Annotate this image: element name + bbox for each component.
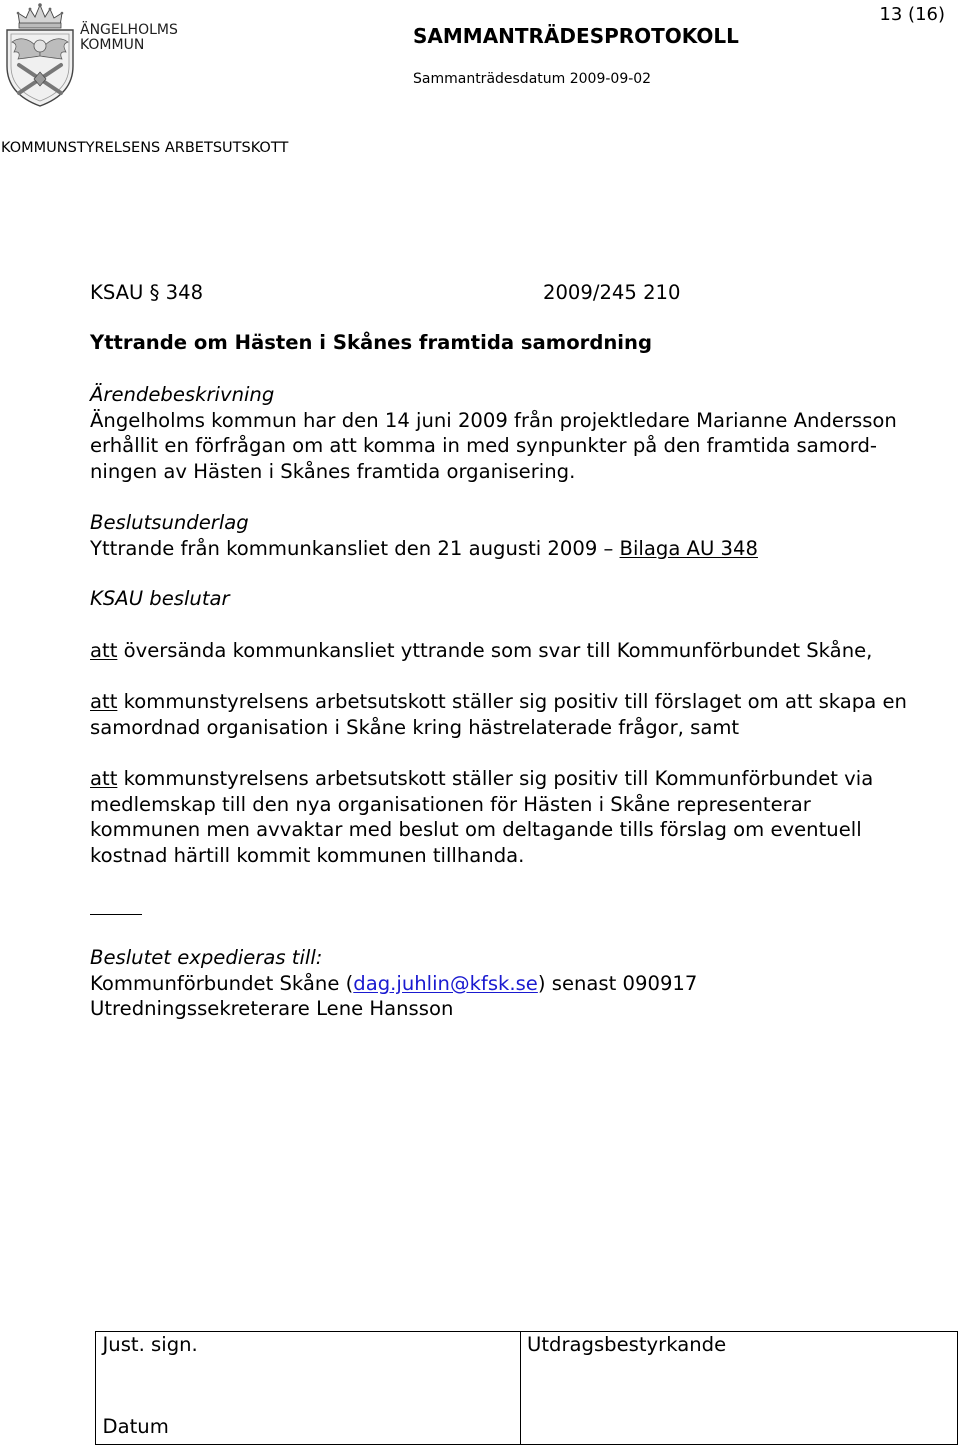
- email-link[interactable]: dag.juhlin@kfsk.se: [353, 971, 538, 995]
- angel-head-shape: [34, 40, 46, 52]
- clause-keyword: att: [90, 690, 118, 713]
- clause-line: [90, 689, 907, 715]
- description-line: ningen av Hästen i Skånes framtida organisering.: [90, 459, 576, 483]
- case-description: [90, 382, 897, 484]
- recipient-deadline: ) senast 090917: [537, 971, 698, 995]
- distribution-heading: Beslutet expedieras till:: [90, 946, 323, 969]
- basis-text: Yttrande från kommunkansliet den 21 augusti 2009 –: [90, 536, 614, 560]
- coat-of-arms-icon: [2, 2, 78, 108]
- clause-text: översända kommunkansliet yttrande som svar till Kommunförbundet Skåne,: [123, 639, 873, 662]
- case-title: Yttrande om Hästen i Skånes framtida samordning: [90, 331, 652, 354]
- clause-line: [90, 766, 873, 792]
- date-label: Datum: [102, 1415, 169, 1438]
- crown-orb: [38, 3, 42, 7]
- decision-heading: KSAU beslutar: [90, 587, 230, 610]
- diary-number: 2009/245 210: [543, 281, 681, 304]
- clause-keyword: att: [90, 767, 118, 790]
- description-line: erhållit en förfrågan om att komma in med synpunkter på den framtida samord-: [90, 434, 878, 457]
- recipient-line: Utredningssekreterare Lene Hansson: [90, 997, 454, 1020]
- decision-basis: [90, 510, 758, 561]
- decision-clause: [90, 766, 873, 868]
- recipient-line: [90, 971, 697, 997]
- decision-clause: [90, 689, 907, 740]
- clause-line: samordnad organisation i Skåne kring hästrelaterade frågor, samt: [90, 715, 740, 739]
- clause-line: medlemskap till den nya organisationen för Hästen i Skåne representerar: [90, 792, 811, 816]
- clause-line: kommunen men avvaktar med beslut om deltagande tills förslag om eventuell: [90, 818, 862, 841]
- description-heading: Ärendebeskrivning: [90, 383, 275, 406]
- meeting-date: Sammanträdesdatum 2009-09-02: [413, 71, 652, 87]
- description-line: Ängelholms kommun har den 14 juni 2009 från projektledare Marianne Andersson: [90, 408, 897, 432]
- basis-line: [90, 536, 758, 562]
- crown-band: [19, 23, 61, 28]
- clause-line: [90, 638, 872, 664]
- crown-orb: [29, 8, 32, 11]
- recipient-name: Kommunförbundet Skåne (: [90, 971, 354, 995]
- municipality-name-line-2: KOMMUN: [80, 37, 145, 53]
- crown-orb: [17, 12, 20, 15]
- committee-name: KOMMUNSTYRELSENS ARBETSUTSKOTT: [1, 140, 289, 156]
- section-divider: [90, 914, 142, 915]
- clause-text: kommunstyrelsens arbetsutskott ställer sig positiv till förslaget om att skapa en: [123, 690, 907, 713]
- page-number: 13 (16): [879, 4, 945, 25]
- just-sign-label: Just. sign.: [102, 1333, 198, 1356]
- certification-label: Utdragsbestyrkande: [527, 1333, 727, 1356]
- signature-box-divider: [520, 1332, 521, 1444]
- attachment-reference: Bilaga AU 348: [619, 536, 758, 560]
- clause-text: kommunstyrelsens arbetsutskott ställer sig positiv till Kommunförbundet via: [123, 767, 874, 790]
- case-reference: KSAU § 348: [90, 281, 204, 304]
- distribution-list: [90, 945, 697, 1022]
- document-type: SAMMANTRÄDESPROTOKOLL: [413, 24, 739, 48]
- clause-keyword: att: [90, 639, 118, 662]
- crown-orb: [49, 8, 52, 11]
- clause-line: kostnad härtill kommit kommunen tillhanda.: [90, 843, 525, 867]
- signature-box: [95, 1331, 958, 1445]
- crown-orb: [61, 12, 64, 15]
- basis-heading: Beslutsunderlag: [90, 511, 249, 534]
- municipality-name-line-1: ÄNGELHOLMS: [80, 22, 178, 38]
- decision-clause: [90, 638, 872, 664]
